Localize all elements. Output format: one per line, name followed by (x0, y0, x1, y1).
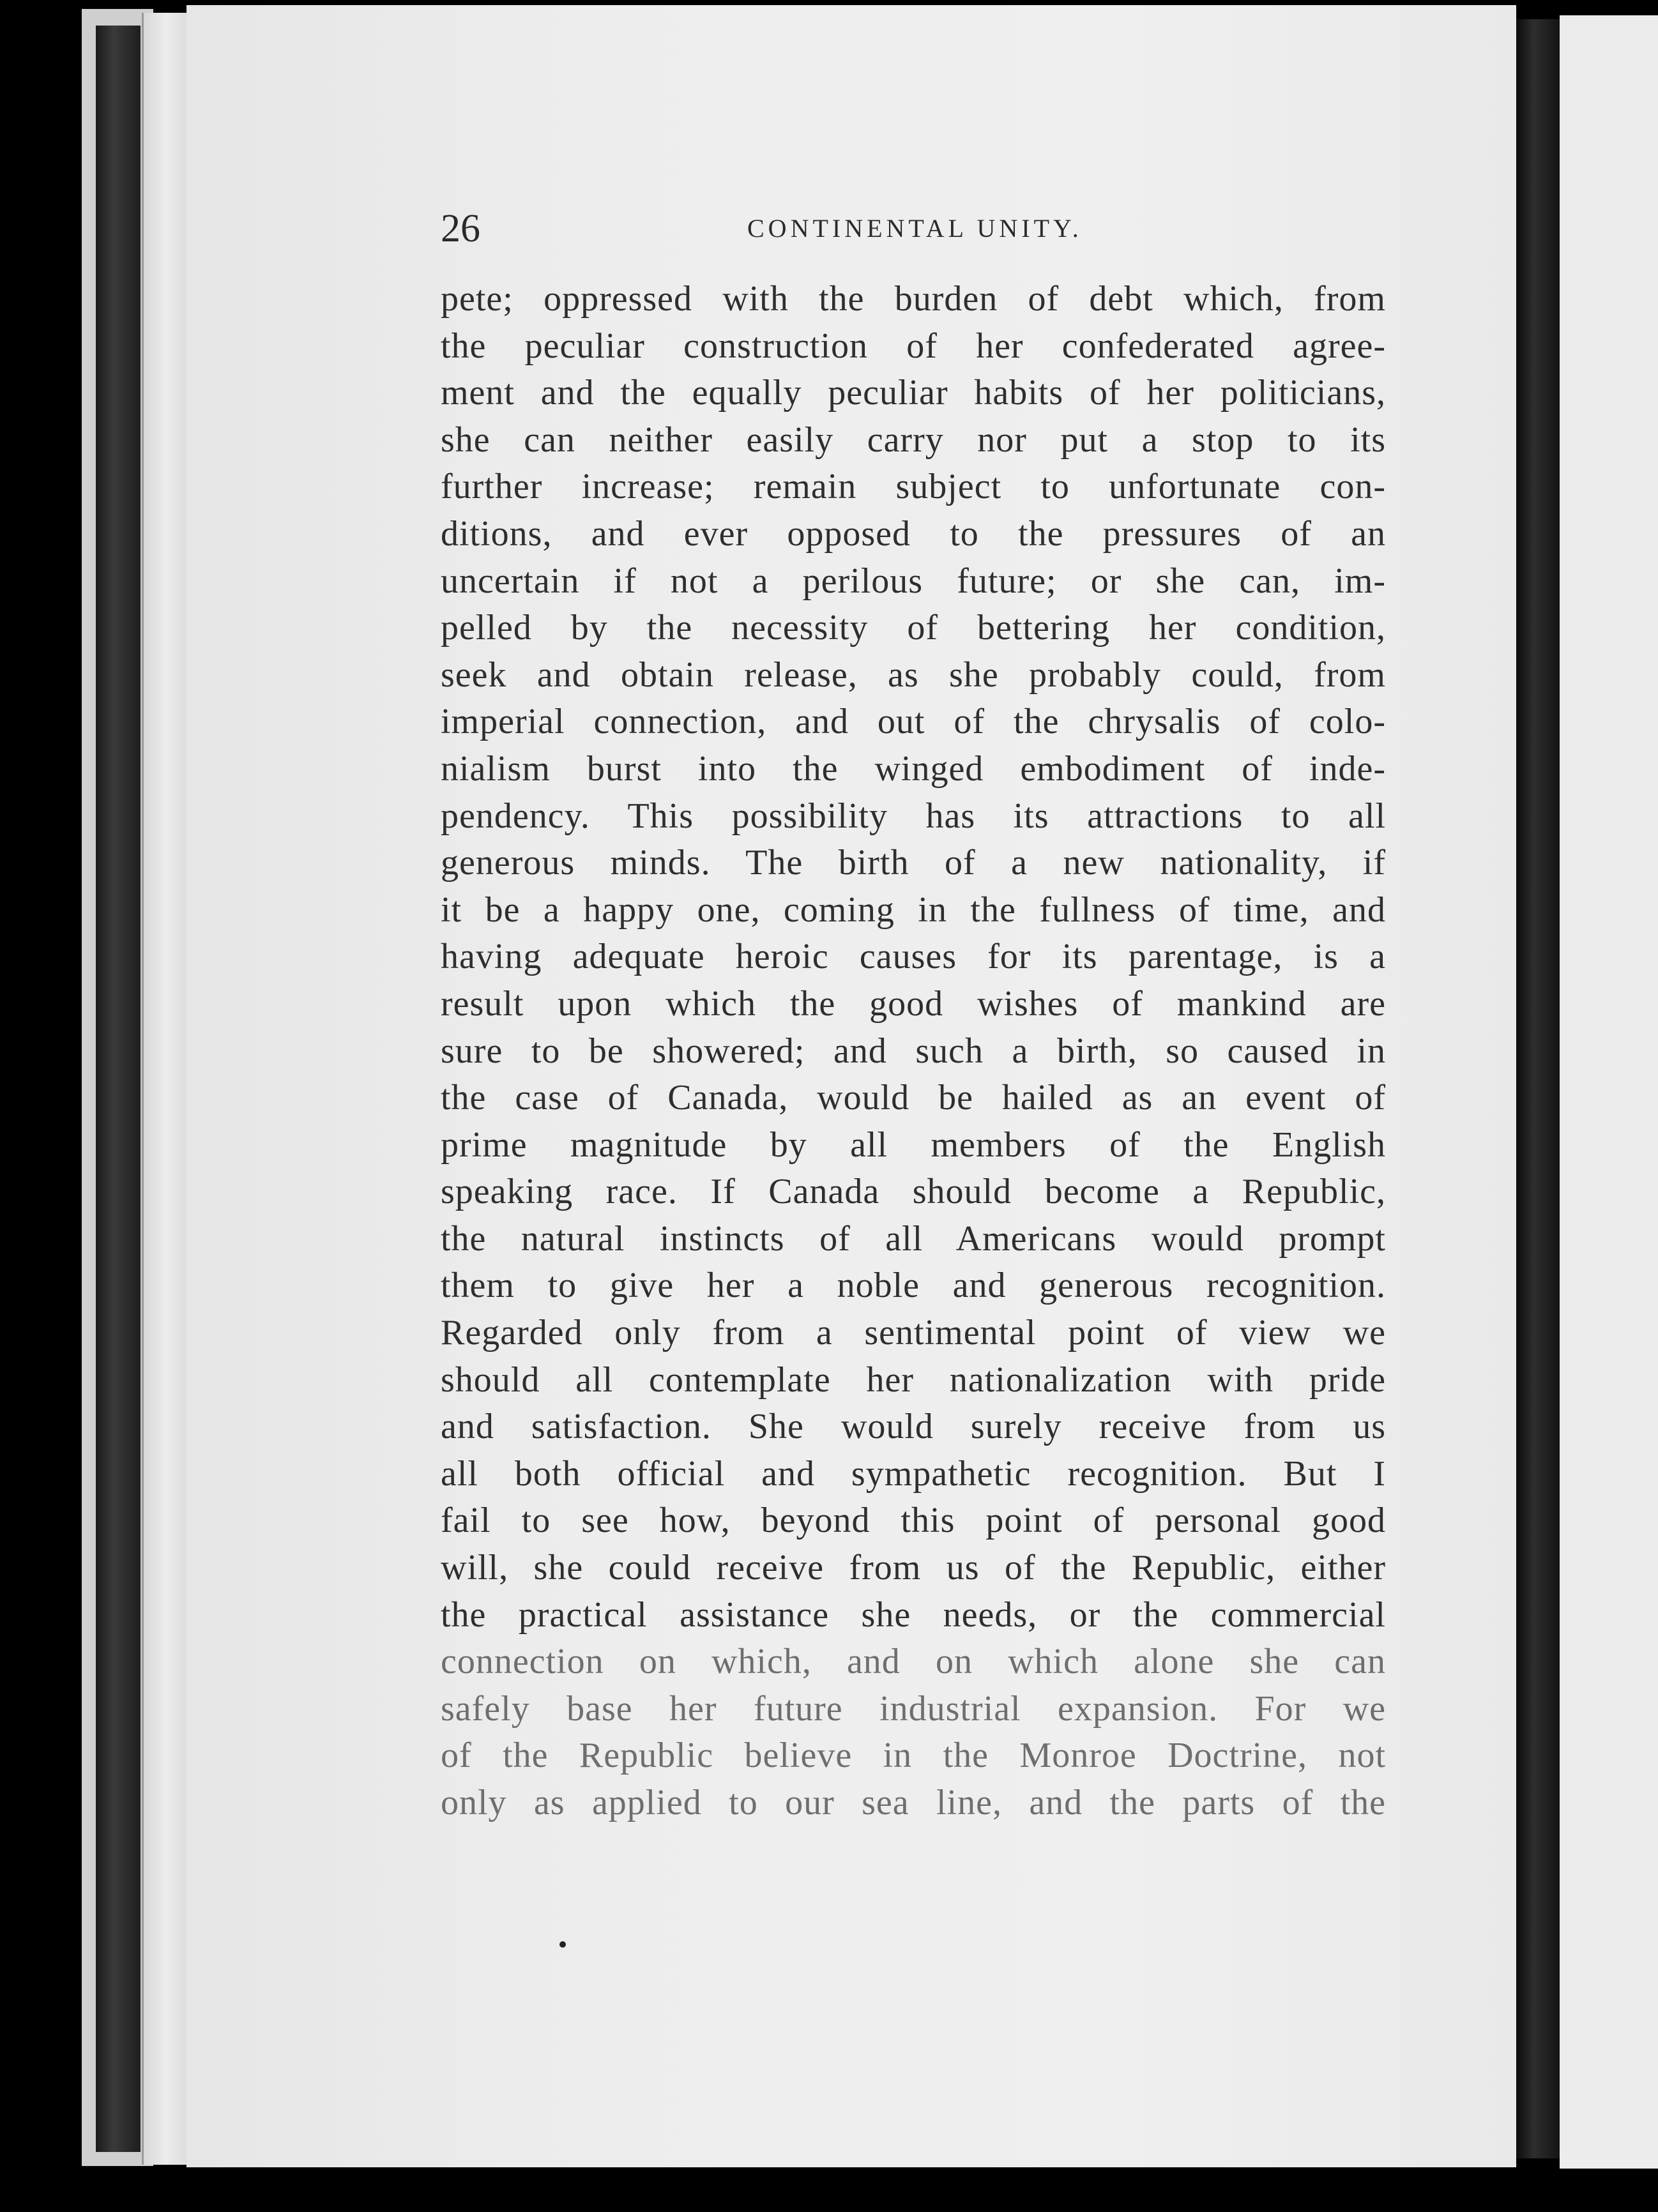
text-line: speaking race. If Canada should become a Republic, (441, 1172, 1386, 1212)
running-head (441, 203, 1399, 254)
text-line: nialism burst into the winged embodiment of inde- (441, 748, 1386, 789)
text-line: the natural instincts of all Americans would prompt (441, 1218, 1386, 1259)
text-line: will, she could receive from us of the Republic, either (441, 1548, 1386, 1588)
text-line: of the Republic believe in the Monroe Doctrine, not (441, 1736, 1386, 1776)
facing-page-edge (1560, 15, 1658, 2169)
text-line: pelled by the necessity of bettering her condition, (441, 608, 1386, 648)
text-line: pendency. This possibility has its attractions to all (441, 796, 1386, 836)
text-line: connection on which, and on which alone she can (441, 1642, 1386, 1682)
ink-speck (559, 1941, 566, 1948)
text-line: further increase; remain subject to unfortunate con- (441, 467, 1386, 507)
text-line: pete; oppressed with the burden of debt which, from (441, 279, 1386, 319)
text-line: result upon which the good wishes of mankind are (441, 983, 1386, 1024)
text-line: it be a happy one, coming in the fullness of time, and (441, 890, 1386, 930)
text-line: the practical assistance she needs, or the commercial (441, 1595, 1386, 1635)
text-line: imperial connection, and out of the chrysalis of colo- (441, 702, 1386, 742)
text-line: having adequate heroic causes for its parentage, is a (441, 937, 1386, 977)
text-line: she can neither easily carry nor put a stop to its (441, 420, 1386, 460)
text-line: sure to be showered; and such a birth, so caused in (441, 1031, 1386, 1071)
running-title: CONTINENTAL UNITY. (747, 214, 1083, 243)
gutter-shadow (1516, 19, 1560, 2158)
text-line: uncertain if not a perilous future; or she can, im- (441, 561, 1386, 601)
text-line: fail to see how, beyond this point of personal good (441, 1501, 1386, 1541)
text-line: safely base her future industrial expansion. For we (441, 1688, 1386, 1729)
text-line: only as applied to our sea line, and the parts of the (441, 1783, 1386, 1822)
text-line: generous minds. The birth of a new nationality, if (441, 843, 1386, 883)
body-text (441, 276, 1386, 1827)
text-line: ment and the equally peculiar habits of her politicians, (441, 373, 1386, 413)
scan-border (0, 2169, 1658, 2212)
text-line: and satisfaction. She would surely receive from us (441, 1407, 1386, 1447)
page-edges (142, 13, 188, 2165)
text-line: should all contemplate her nationalization with pride (441, 1360, 1386, 1400)
text-line: Regarded only from a sentimental point of view we (441, 1313, 1386, 1353)
text-line: the peculiar construction of her confederated agree- (441, 326, 1386, 366)
page-number: 26 (441, 207, 480, 250)
text-line: ditions, and ever opposed to the pressures of an (441, 513, 1386, 554)
text-line: all both official and sympathetic recognition. But I (441, 1453, 1386, 1494)
binding-shadow (96, 26, 141, 2152)
text-line: prime magnitude by all members of the English (441, 1125, 1386, 1165)
text-line: the case of Canada, would be hailed as an event of (441, 1078, 1386, 1118)
text-line: seek and obtain release, as she probably could, from (441, 655, 1386, 695)
text-line: them to give her a noble and generous recognition. (441, 1266, 1386, 1306)
